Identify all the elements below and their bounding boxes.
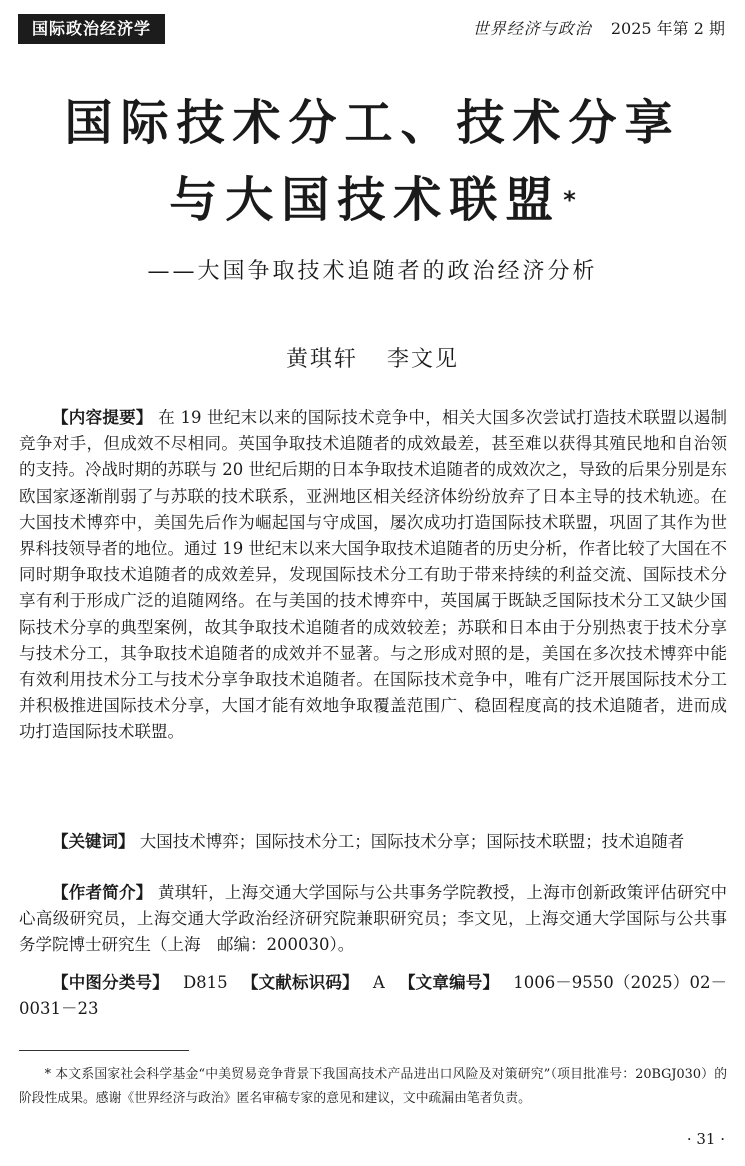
title-line-1: 国际技术分工、技术分享 (64, 95, 681, 151)
page-number: · 31 · (686, 1130, 725, 1148)
article-no-label: 【文章编号】 (398, 973, 500, 992)
abstract-label: 【内容提要】 (52, 408, 153, 427)
keywords-label: 【关键词】 (52, 832, 135, 851)
abstract (19, 405, 727, 746)
author-bio (19, 880, 727, 959)
title-footnote-mark: * (563, 186, 576, 214)
running-header (18, 14, 727, 48)
header-right (473, 17, 725, 41)
author-bio-label: 【作者简介】 (52, 883, 153, 902)
keywords (19, 829, 727, 855)
title-line-2 (0, 172, 745, 228)
issue-label: 2025 年第 2 期 (610, 19, 725, 38)
subtitle: ——大国争取技术追随者的政治经济分析 (147, 259, 598, 284)
title-line-2-text: 与大国技术联盟 (169, 172, 562, 228)
keywords-text: 大国技术博弈；国际技术分工；国际技术分享；国际技术联盟；技术追随者 (139, 832, 685, 851)
doc-code-label: 【文献标识码】 (241, 973, 359, 992)
footnote (19, 1063, 727, 1111)
clc-value: D815 (182, 973, 228, 992)
journal-brand: 世界经济与政治 (472, 19, 592, 38)
section-tag: 国际政治经济学 (18, 14, 165, 44)
abstract-text: 在 19 世纪末以来的国际技术竞争中，相关大国多次尝试打造技术联盟以遏制竞争对手，但成效不尽相同。英国争取技术追随者的成效最差，甚至难以获得其殖民地和自治领的支持。冷战时期的苏联与 20 世纪后期的日本争取技术追随者的成效次之，导致的后果分别是东欧国家逐渐削弱了与苏联的技术联系，亚洲地区相关经济体纷纷放弃了日本主导的技术轨迹。在大国技术博弈中，美国先后作为崛起国与守成国，屡次成功打造国际技术联盟，巩固了其作为世界科技领导者的地位。通过 19 世纪末以来大国争取技术追随者的历史分析，作者比较了大国在不同时期争取技术追随者的成效差异，发现国际技术分工有助于带来持续的利益交流、国际技术分享有利于形成广泛的追随网络。在与美国的技术博弈中，英国属于既缺乏国际技术分工又缺少国际技术分享的典型案例，故其争取技术追随者的成效较差；苏联和日本由于分别热衷于技术分享与技术分工，其争取技术追随者的成效并不显著。与之形成对照的是，美国在多次技术博弈中能有效利用技术分工与技术分享争取技术追随者。在国际技术竞争中，唯有广泛开展国际技术分工并积极推进国际技术分享，大国才能有效地争取覆盖范围广、稳固程度高的技术追随者，进而成功打造国际技术联盟。 (19, 408, 727, 742)
footnote-divider (19, 1050, 189, 1051)
clc-label: 【中图分类号】 (52, 973, 169, 992)
author-bio-text: 黄琪轩，上海交通大学国际与公共事务学院教授，上海市创新政策评估研究中心高级研究员，上海交通大学政治经济研究院兼职研究员；李文见，上海交通大学国际与公共事务学院博士研究生（上海 邮编：200030）。 (19, 883, 728, 955)
classification (19, 970, 727, 1022)
footnote-text: * 本文系国家社会科学基金“中美贸易竞争背景下我国高技术产品进出口风险及对策研究”（项目批准号：20BGJ030）的阶段性成果。感谢《世界经济与政治》匿名审稿专家的意见和建议，文中疏漏由笔者负责。 (19, 1067, 727, 1106)
doc-code-value: A (372, 973, 385, 992)
authors: 黄琪轩 李文见 (286, 347, 459, 372)
article-no-value: 1006－9550（2025）02－0031－23 (19, 973, 728, 1019)
